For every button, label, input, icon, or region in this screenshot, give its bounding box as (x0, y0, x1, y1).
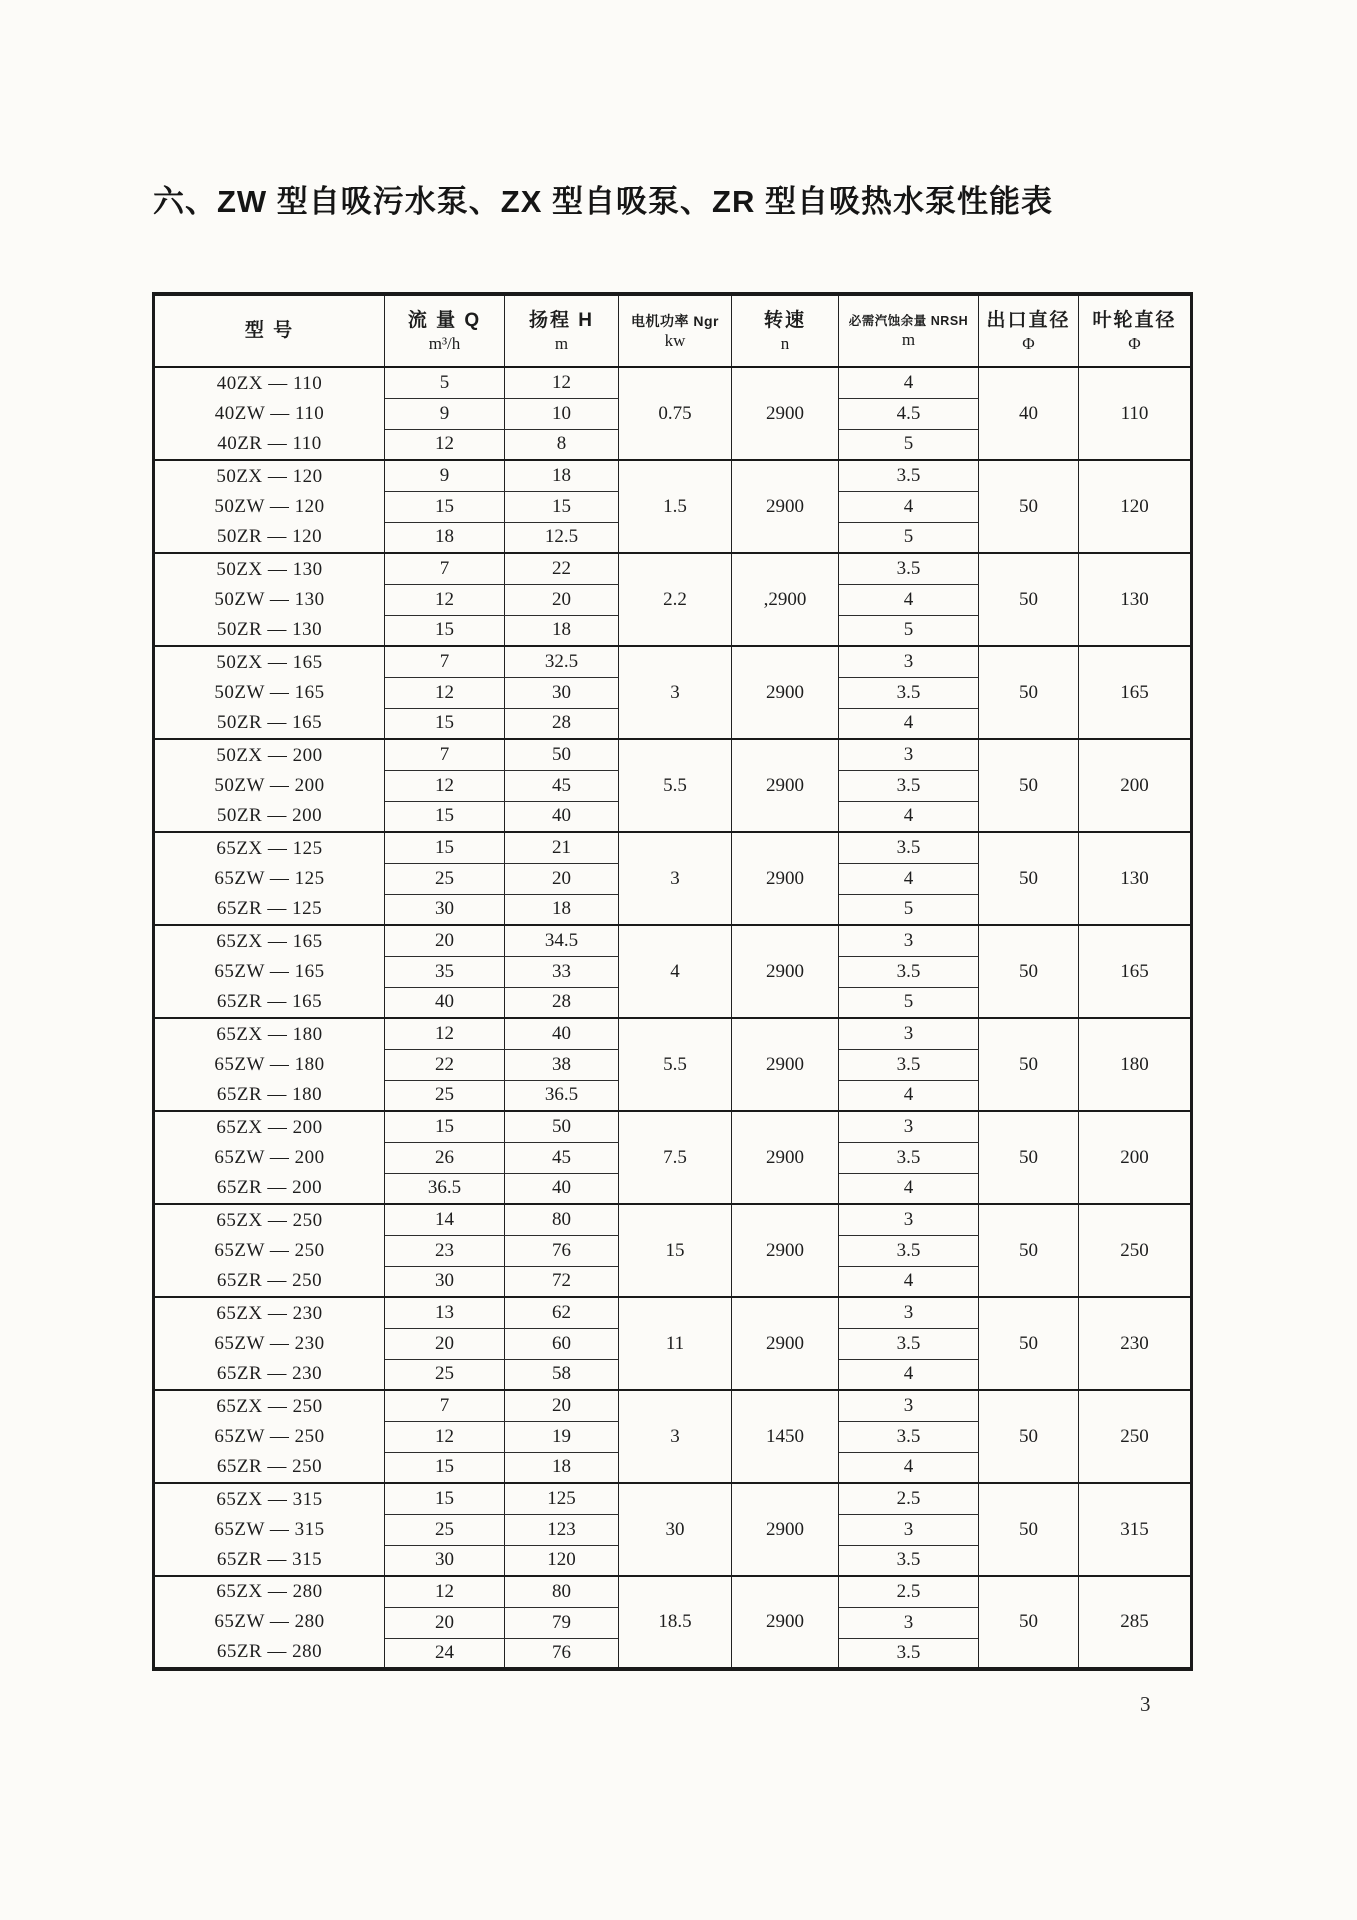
flow-cell: 15 (385, 708, 505, 739)
speed-cell: 2900 (732, 1111, 839, 1204)
column-header-flow (385, 294, 505, 367)
model-label: 50ZW — 165 (214, 681, 325, 703)
outlet-cell: 50 (979, 925, 1079, 1018)
npsh-cell: 4 (839, 1452, 979, 1483)
power-cell: 5.5 (619, 739, 732, 832)
npsh-cell: 4 (839, 1080, 979, 1111)
npsh-cell: 4 (839, 1266, 979, 1297)
column-header-unit: m³/h (428, 334, 461, 354)
power-cell: 4 (619, 925, 732, 1018)
column-header-label: 转速 (763, 310, 806, 332)
outlet-cell: 50 (979, 1018, 1079, 1111)
flow-cell: 25 (385, 1359, 505, 1390)
npsh-cell: 3 (839, 1018, 979, 1049)
flow-cell: 20 (385, 925, 505, 956)
model-label: 65ZW — 250 (214, 1425, 325, 1447)
speed-cell: 1450 (732, 1390, 839, 1483)
flow-cell: 15 (385, 1111, 505, 1142)
flow-cell: 7 (385, 646, 505, 677)
flow-cell: 12 (385, 1576, 505, 1607)
head-cell: 58 (505, 1359, 619, 1390)
outlet-cell: 50 (979, 460, 1079, 553)
speed-cell: 2900 (732, 646, 839, 739)
npsh-cell: 3.5 (839, 677, 979, 708)
flow-cell: 40 (385, 987, 505, 1018)
impeller-cell: 230 (1079, 1297, 1192, 1390)
flow-cell: 30 (385, 894, 505, 925)
model-label: 65ZR — 125 (216, 897, 323, 919)
table-row (154, 367, 1192, 398)
flow-cell: 23 (385, 1235, 505, 1266)
head-cell: 50 (505, 739, 619, 770)
head-cell: 123 (505, 1514, 619, 1545)
head-cell: 40 (505, 1018, 619, 1049)
model-label: 50ZW — 120 (214, 495, 325, 517)
flow-cell: 15 (385, 801, 505, 832)
head-cell: 28 (505, 987, 619, 1018)
table-row (154, 646, 1192, 677)
model-label: 65ZX — 230 (216, 1302, 323, 1324)
speed-cell: 2900 (732, 1018, 839, 1111)
model-cell (154, 460, 385, 553)
model-label: 65ZW — 200 (214, 1146, 325, 1168)
flow-cell: 36.5 (385, 1173, 505, 1204)
impeller-cell: 165 (1079, 925, 1192, 1018)
model-cell (154, 1483, 385, 1576)
column-header-label: 型 号 (244, 320, 295, 342)
column-header-unit: Φ (1128, 334, 1141, 354)
impeller-cell: 200 (1079, 739, 1192, 832)
head-cell: 40 (505, 1173, 619, 1204)
npsh-cell: 3 (839, 925, 979, 956)
model-cell (154, 1576, 385, 1669)
model-label: 65ZX — 125 (216, 837, 323, 859)
table-row (154, 1018, 1192, 1049)
npsh-cell: 3.5 (839, 460, 979, 491)
head-cell: 32.5 (505, 646, 619, 677)
model-label: 65ZX — 250 (216, 1209, 323, 1231)
outlet-cell: 40 (979, 367, 1079, 460)
table-row (154, 925, 1192, 956)
table-row (154, 1297, 1192, 1328)
npsh-cell: 5 (839, 522, 979, 553)
flow-cell: 7 (385, 553, 505, 584)
table-row (154, 1576, 1192, 1607)
flow-cell: 12 (385, 584, 505, 615)
column-header-unit: Φ (1022, 334, 1035, 354)
outlet-cell: 50 (979, 646, 1079, 739)
model-label: 65ZW — 230 (214, 1332, 325, 1354)
model-cell (154, 1297, 385, 1390)
flow-cell: 15 (385, 491, 505, 522)
model-cell (154, 925, 385, 1018)
model-cell (154, 1204, 385, 1297)
head-cell: 10 (505, 398, 619, 429)
column-header-label: 扬程 H (528, 310, 594, 332)
speed-cell: 2900 (732, 739, 839, 832)
speed-cell: 2900 (732, 925, 839, 1018)
model-cell (154, 553, 385, 646)
model-label: 65ZR — 165 (216, 990, 323, 1012)
npsh-cell: 3.5 (839, 553, 979, 584)
head-cell: 76 (505, 1235, 619, 1266)
column-header-unit: m (554, 334, 569, 354)
model-cell (154, 739, 385, 832)
model-label: 50ZR — 200 (216, 804, 323, 826)
npsh-cell: 3.5 (839, 1545, 979, 1576)
npsh-cell: 3.5 (839, 956, 979, 987)
model-label: 50ZX — 120 (216, 465, 323, 487)
impeller-cell: 200 (1079, 1111, 1192, 1204)
npsh-cell: 4.5 (839, 398, 979, 429)
head-cell: 60 (505, 1328, 619, 1359)
column-header-label: 必需汽蚀余量 NRSH (848, 313, 969, 328)
column-header-npsh (839, 294, 979, 367)
flow-cell: 12 (385, 1421, 505, 1452)
npsh-cell: 3.5 (839, 770, 979, 801)
speed-cell: ,2900 (732, 553, 839, 646)
head-cell: 19 (505, 1421, 619, 1452)
head-cell: 120 (505, 1545, 619, 1576)
flow-cell: 24 (385, 1638, 505, 1669)
npsh-cell: 3 (839, 1390, 979, 1421)
outlet-cell: 50 (979, 1111, 1079, 1204)
impeller-cell: 130 (1079, 553, 1192, 646)
npsh-cell: 3.5 (839, 1638, 979, 1669)
column-header-unit: kw (664, 330, 686, 350)
head-cell: 28 (505, 708, 619, 739)
column-header-speed (732, 294, 839, 367)
power-cell: 3 (619, 646, 732, 739)
head-cell: 18 (505, 894, 619, 925)
npsh-cell: 3 (839, 739, 979, 770)
npsh-cell: 3.5 (839, 1421, 979, 1452)
column-header-label: 电机功率 Ngr (631, 312, 719, 329)
power-cell: 3 (619, 1390, 732, 1483)
model-label: 65ZR — 250 (216, 1269, 323, 1291)
npsh-cell: 3.5 (839, 1235, 979, 1266)
flow-cell: 14 (385, 1204, 505, 1235)
flow-cell: 7 (385, 1390, 505, 1421)
npsh-cell: 5 (839, 429, 979, 460)
head-cell: 18 (505, 460, 619, 491)
flow-cell: 12 (385, 770, 505, 801)
power-cell: 7.5 (619, 1111, 732, 1204)
column-header-label: 出口直径 (986, 310, 1071, 332)
table-row (154, 460, 1192, 491)
flow-cell: 26 (385, 1142, 505, 1173)
npsh-cell: 3.5 (839, 1142, 979, 1173)
head-cell: 80 (505, 1204, 619, 1235)
impeller-cell: 285 (1079, 1576, 1192, 1669)
page-title: 六、ZW 型自吸污水泵、ZX 型自吸泵、ZR 型自吸热水泵性能表 (153, 184, 1053, 219)
flow-cell: 15 (385, 832, 505, 863)
model-label: 50ZW — 130 (214, 588, 325, 610)
flow-cell: 12 (385, 677, 505, 708)
power-cell: 5.5 (619, 1018, 732, 1111)
table-row (154, 1483, 1192, 1514)
flow-cell: 15 (385, 1452, 505, 1483)
outlet-cell: 50 (979, 1204, 1079, 1297)
speed-cell: 2900 (732, 367, 839, 460)
speed-cell: 2900 (732, 1483, 839, 1576)
model-label: 65ZX — 180 (216, 1023, 323, 1045)
flow-cell: 30 (385, 1545, 505, 1576)
npsh-cell: 2.5 (839, 1483, 979, 1514)
npsh-cell: 3 (839, 1607, 979, 1638)
flow-cell: 12 (385, 429, 505, 460)
model-label: 65ZW — 250 (214, 1239, 325, 1261)
column-header-unit: m (901, 329, 916, 349)
head-cell: 22 (505, 553, 619, 584)
npsh-cell: 3 (839, 1514, 979, 1545)
power-cell: 1.5 (619, 460, 732, 553)
model-label: 50ZR — 120 (216, 525, 323, 547)
table-row (154, 1111, 1192, 1142)
model-label: 50ZR — 130 (216, 618, 323, 640)
model-cell (154, 1018, 385, 1111)
flow-cell: 30 (385, 1266, 505, 1297)
model-cell (154, 1111, 385, 1204)
model-label: 65ZX — 315 (216, 1488, 323, 1510)
model-label: 50ZX — 130 (216, 558, 323, 580)
table-row (154, 832, 1192, 863)
impeller-cell: 315 (1079, 1483, 1192, 1576)
npsh-cell: 3 (839, 1111, 979, 1142)
head-cell: 20 (505, 863, 619, 894)
head-cell: 30 (505, 677, 619, 708)
model-label: 65ZR — 200 (216, 1176, 323, 1198)
flow-cell: 15 (385, 615, 505, 646)
head-cell: 33 (505, 956, 619, 987)
head-cell: 20 (505, 584, 619, 615)
impeller-cell: 130 (1079, 832, 1192, 925)
head-cell: 40 (505, 801, 619, 832)
model-label: 65ZW — 315 (214, 1518, 325, 1540)
model-label: 65ZW — 280 (214, 1611, 325, 1632)
outlet-cell: 50 (979, 1483, 1079, 1576)
npsh-cell: 4 (839, 491, 979, 522)
outlet-cell: 50 (979, 832, 1079, 925)
model-label: 65ZX — 165 (216, 930, 323, 952)
head-cell: 72 (505, 1266, 619, 1297)
npsh-cell: 4 (839, 1359, 979, 1390)
column-header-unit: n (780, 334, 790, 354)
npsh-cell: 5 (839, 987, 979, 1018)
impeller-cell: 110 (1079, 367, 1192, 460)
power-cell: 15 (619, 1204, 732, 1297)
speed-cell: 2900 (732, 1576, 839, 1669)
npsh-cell: 5 (839, 894, 979, 925)
flow-cell: 9 (385, 460, 505, 491)
column-header-power (619, 294, 732, 367)
npsh-cell: 2.5 (839, 1576, 979, 1607)
table-body (154, 367, 1192, 1669)
power-cell: 11 (619, 1297, 732, 1390)
flow-cell: 22 (385, 1049, 505, 1080)
npsh-cell: 4 (839, 1173, 979, 1204)
head-cell: 50 (505, 1111, 619, 1142)
model-label: 65ZR — 230 (216, 1362, 323, 1384)
model-cell (154, 832, 385, 925)
model-label: 65ZR — 250 (216, 1455, 323, 1477)
npsh-cell: 3.5 (839, 1328, 979, 1359)
impeller-cell: 250 (1079, 1390, 1192, 1483)
flow-cell: 12 (385, 1018, 505, 1049)
page-number: 3 (1140, 1692, 1151, 1716)
head-cell: 18 (505, 1452, 619, 1483)
flow-cell: 35 (385, 956, 505, 987)
table-row (154, 739, 1192, 770)
model-label: 65ZW — 125 (214, 867, 325, 889)
model-label: 40ZW — 110 (214, 402, 325, 424)
model-label: 40ZX — 110 (216, 372, 323, 394)
model-label: 65ZX — 280 (216, 1581, 323, 1602)
flow-cell: 18 (385, 522, 505, 553)
head-cell: 34.5 (505, 925, 619, 956)
model-label: 65ZR — 280 (216, 1641, 323, 1662)
npsh-cell: 3 (839, 646, 979, 677)
model-label: 65ZX — 250 (216, 1395, 323, 1417)
head-cell: 125 (505, 1483, 619, 1514)
outlet-cell: 50 (979, 1390, 1079, 1483)
model-cell (154, 367, 385, 460)
outlet-cell: 50 (979, 1576, 1079, 1669)
power-cell: 30 (619, 1483, 732, 1576)
head-cell: 79 (505, 1607, 619, 1638)
head-cell: 8 (505, 429, 619, 460)
npsh-cell: 4 (839, 367, 979, 398)
flow-cell: 7 (385, 739, 505, 770)
table-header (154, 294, 1192, 367)
model-label: 50ZR — 165 (216, 711, 323, 733)
model-label: 40ZR — 110 (217, 432, 322, 454)
model-label: 50ZW — 200 (214, 774, 325, 796)
model-label: 65ZR — 315 (216, 1548, 323, 1570)
outlet-cell: 50 (979, 739, 1079, 832)
model-label: 65ZW — 180 (214, 1053, 325, 1075)
npsh-cell: 3 (839, 1297, 979, 1328)
head-cell: 20 (505, 1390, 619, 1421)
model-label: 50ZX — 165 (216, 651, 323, 673)
table-row (154, 1390, 1192, 1421)
speed-cell: 2900 (732, 1204, 839, 1297)
column-header-outlet-diameter (979, 294, 1079, 367)
head-cell: 62 (505, 1297, 619, 1328)
npsh-cell: 3 (839, 1204, 979, 1235)
head-cell: 45 (505, 1142, 619, 1173)
npsh-cell: 5 (839, 615, 979, 646)
flow-cell: 15 (385, 1483, 505, 1514)
power-cell: 2.2 (619, 553, 732, 646)
flow-cell: 25 (385, 1080, 505, 1111)
impeller-cell: 165 (1079, 646, 1192, 739)
model-cell (154, 646, 385, 739)
flow-cell: 5 (385, 367, 505, 398)
npsh-cell: 3.5 (839, 832, 979, 863)
head-cell: 36.5 (505, 1080, 619, 1111)
speed-cell: 2900 (732, 832, 839, 925)
flow-cell: 25 (385, 863, 505, 894)
model-cell (154, 1390, 385, 1483)
model-label: 50ZX — 200 (216, 744, 323, 766)
model-label: 65ZX — 200 (216, 1116, 323, 1138)
npsh-cell: 3.5 (839, 1049, 979, 1080)
speed-cell: 2900 (732, 1297, 839, 1390)
flow-cell: 13 (385, 1297, 505, 1328)
speed-cell: 2900 (732, 460, 839, 553)
outlet-cell: 50 (979, 1297, 1079, 1390)
impeller-cell: 120 (1079, 460, 1192, 553)
npsh-cell: 4 (839, 801, 979, 832)
column-header-label: 叶轮直径 (1092, 310, 1177, 332)
power-cell: 0.75 (619, 367, 732, 460)
flow-cell: 9 (385, 398, 505, 429)
impeller-cell: 180 (1079, 1018, 1192, 1111)
model-label: 65ZW — 165 (214, 960, 325, 982)
column-header-model (154, 294, 385, 367)
npsh-cell: 4 (839, 708, 979, 739)
head-cell: 15 (505, 491, 619, 522)
flow-cell: 25 (385, 1514, 505, 1545)
impeller-cell: 250 (1079, 1204, 1192, 1297)
column-header-impeller-diameter (1079, 294, 1192, 367)
head-cell: 45 (505, 770, 619, 801)
head-cell: 18 (505, 615, 619, 646)
flow-cell: 20 (385, 1328, 505, 1359)
pump-performance-table (152, 292, 1193, 1671)
outlet-cell: 50 (979, 553, 1079, 646)
head-cell: 76 (505, 1638, 619, 1669)
table-row (154, 1204, 1192, 1235)
column-header-head (505, 294, 619, 367)
power-cell: 18.5 (619, 1576, 732, 1669)
head-cell: 38 (505, 1049, 619, 1080)
head-cell: 80 (505, 1576, 619, 1607)
npsh-cell: 4 (839, 584, 979, 615)
power-cell: 3 (619, 832, 732, 925)
model-label: 65ZR — 180 (216, 1083, 323, 1105)
npsh-cell: 4 (839, 863, 979, 894)
column-header-label: 流 量 Q (407, 310, 482, 332)
head-cell: 21 (505, 832, 619, 863)
head-cell: 12.5 (505, 522, 619, 553)
flow-cell: 20 (385, 1607, 505, 1638)
table-row (154, 553, 1192, 584)
head-cell: 12 (505, 367, 619, 398)
